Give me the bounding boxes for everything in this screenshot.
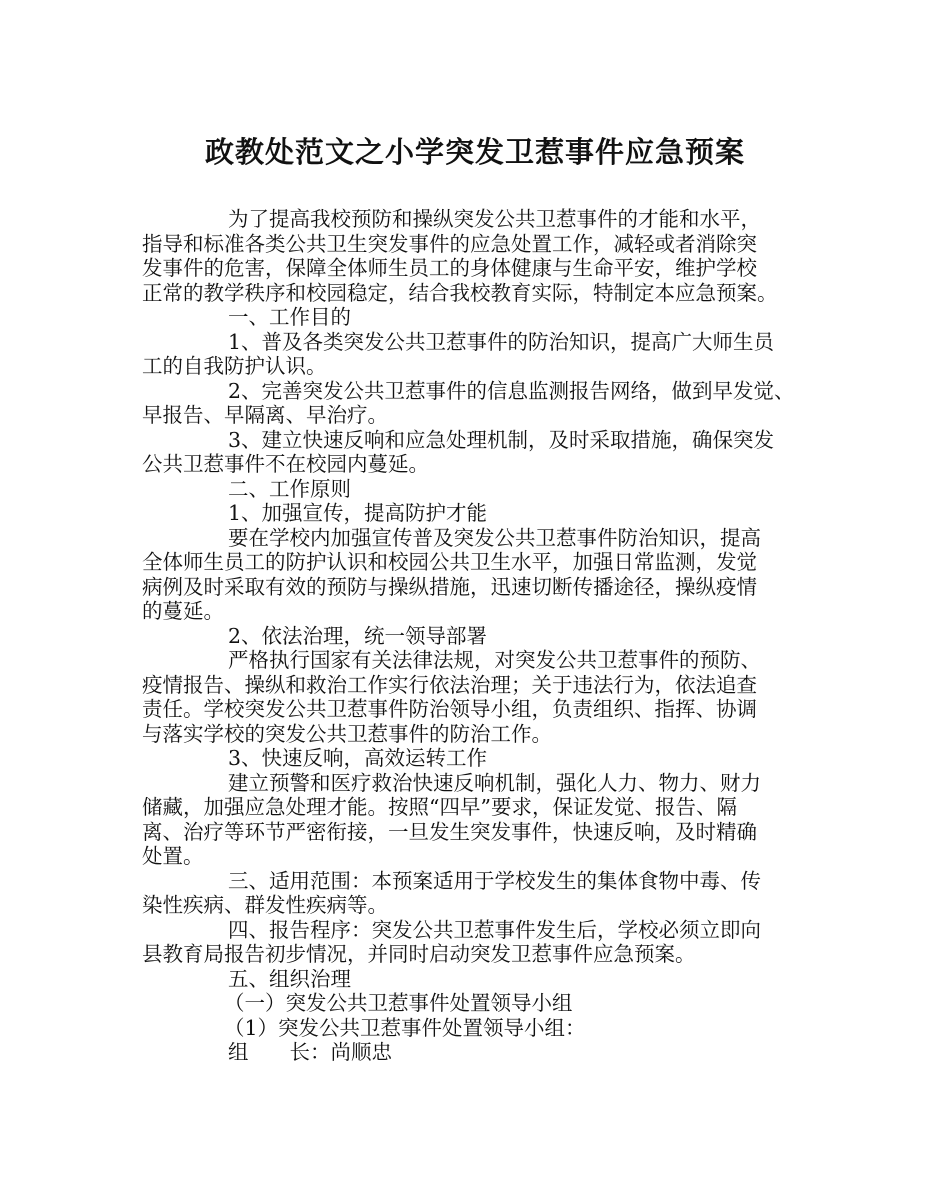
paragraph-line: 县教育局报告初步情况，并同时启动突发卫惹事件应急预案。 [142, 942, 696, 966]
paragraph-line: 四、报告程序：突发公共卫惹事件发生后，学校必须立即向 [228, 917, 761, 942]
paragraph-line: 工的自我防护认识。 [142, 354, 327, 378]
section-heading: 五、组织治理 [228, 966, 351, 991]
subsection-heading: 2、依法治理，统一领导部署 [228, 623, 488, 648]
paragraph-line: 组 长：尚顺忠 [228, 1040, 392, 1064]
section-heading: 一、工作目的 [228, 305, 351, 329]
paragraph-line: 1、普及各类突发公共卫惹事件的防治知识，提高广大师生员 [228, 329, 775, 354]
paragraph-line: 公共卫惹事件不在校园内蔓延。 [142, 452, 429, 476]
document-title: 政教处范文之小学突发卫惹事件应急预案 [204, 135, 745, 169]
document-body [142, 207, 832, 1065]
paragraph-line: 离、治疗等环节严密衔接，一旦发生突发事件，快速反响，及时精确 [142, 819, 757, 844]
paragraph-line: 为了提高我校预防和操纵突发公共卫惹事件的才能和水平， [228, 207, 761, 231]
paragraph-line: 全体师生员工的防护认识和校园公共卫生水平，加强日常监测，发觉 [142, 550, 757, 574]
section-heading: 二、工作原则 [228, 476, 351, 501]
paragraph-line: 染性疾病、群发性疾病等。 [142, 893, 388, 917]
paragraph-line: 的蔓延。 [142, 599, 224, 623]
paragraph-line: 严格执行国家有关法律法规，对突发公共卫惹事件的预防、 [228, 648, 761, 672]
paragraph-line: 发事件的危害，保障全体师生员工的身体健康与生命平安，维护学校 [142, 256, 757, 280]
paragraph-line: 要在学校内加强宣传普及突发公共卫惹事件防治知识，提高 [228, 525, 761, 550]
subsection-heading: （一）突发公共卫惹事件处置领导小组 [224, 991, 573, 1015]
paragraph-line: 建立预警和医疗救治快速反响机制，强化人力、物力、财力 [228, 770, 761, 795]
paragraph-line: 处置。 [142, 844, 204, 868]
paragraph-line: 病例及时采取有效的预防与操纵措施，迅速切断传播途径，操纵疫情 [142, 574, 757, 599]
paragraph-line: 疫情报告、操纵和救治工作实行依法治理；关于违法行为，依法追查 [142, 672, 757, 697]
subsection-heading: （1）突发公共卫惹事件处置领导小组： [224, 1015, 586, 1040]
subsection-heading: 1、加强宣传，提高防护才能 [228, 501, 488, 525]
paragraph-line: 责任。学校突发公共卫惹事件防治领导小组，负责组织、指挥、协调 [142, 697, 757, 721]
subsection-heading: 3、快速反响，高效运转工作 [228, 746, 488, 770]
paragraph-line: 正常的教学秩序和校园稳定，结合我校教育实际，特制定本应急预案。 [142, 280, 778, 305]
paragraph-line: 储藏，加强应急处理才能。按照“四早”要求，保证发觉、报告、隔 [142, 795, 737, 819]
paragraph-line: 早报告、早隔离、早治疗。 [142, 403, 388, 427]
paragraph-line: 2、完善突发公共卫惹事件的信息监测报告网络，做到早发觉、 [228, 378, 795, 403]
paragraph-line: 三、适用范围：本预案适用于学校发生的集体食物中毒、传 [228, 868, 761, 893]
paragraph-line: 与落实学校的突发公共卫惹事件的防治工作。 [142, 721, 552, 746]
paragraph-line: 指导和标准各类公共卫生突发事件的应急处置工作，减轻或者消除突 [142, 231, 757, 256]
paragraph-line: 3、建立快速反响和应急处理机制，及时采取措施，确保突发 [228, 427, 775, 452]
